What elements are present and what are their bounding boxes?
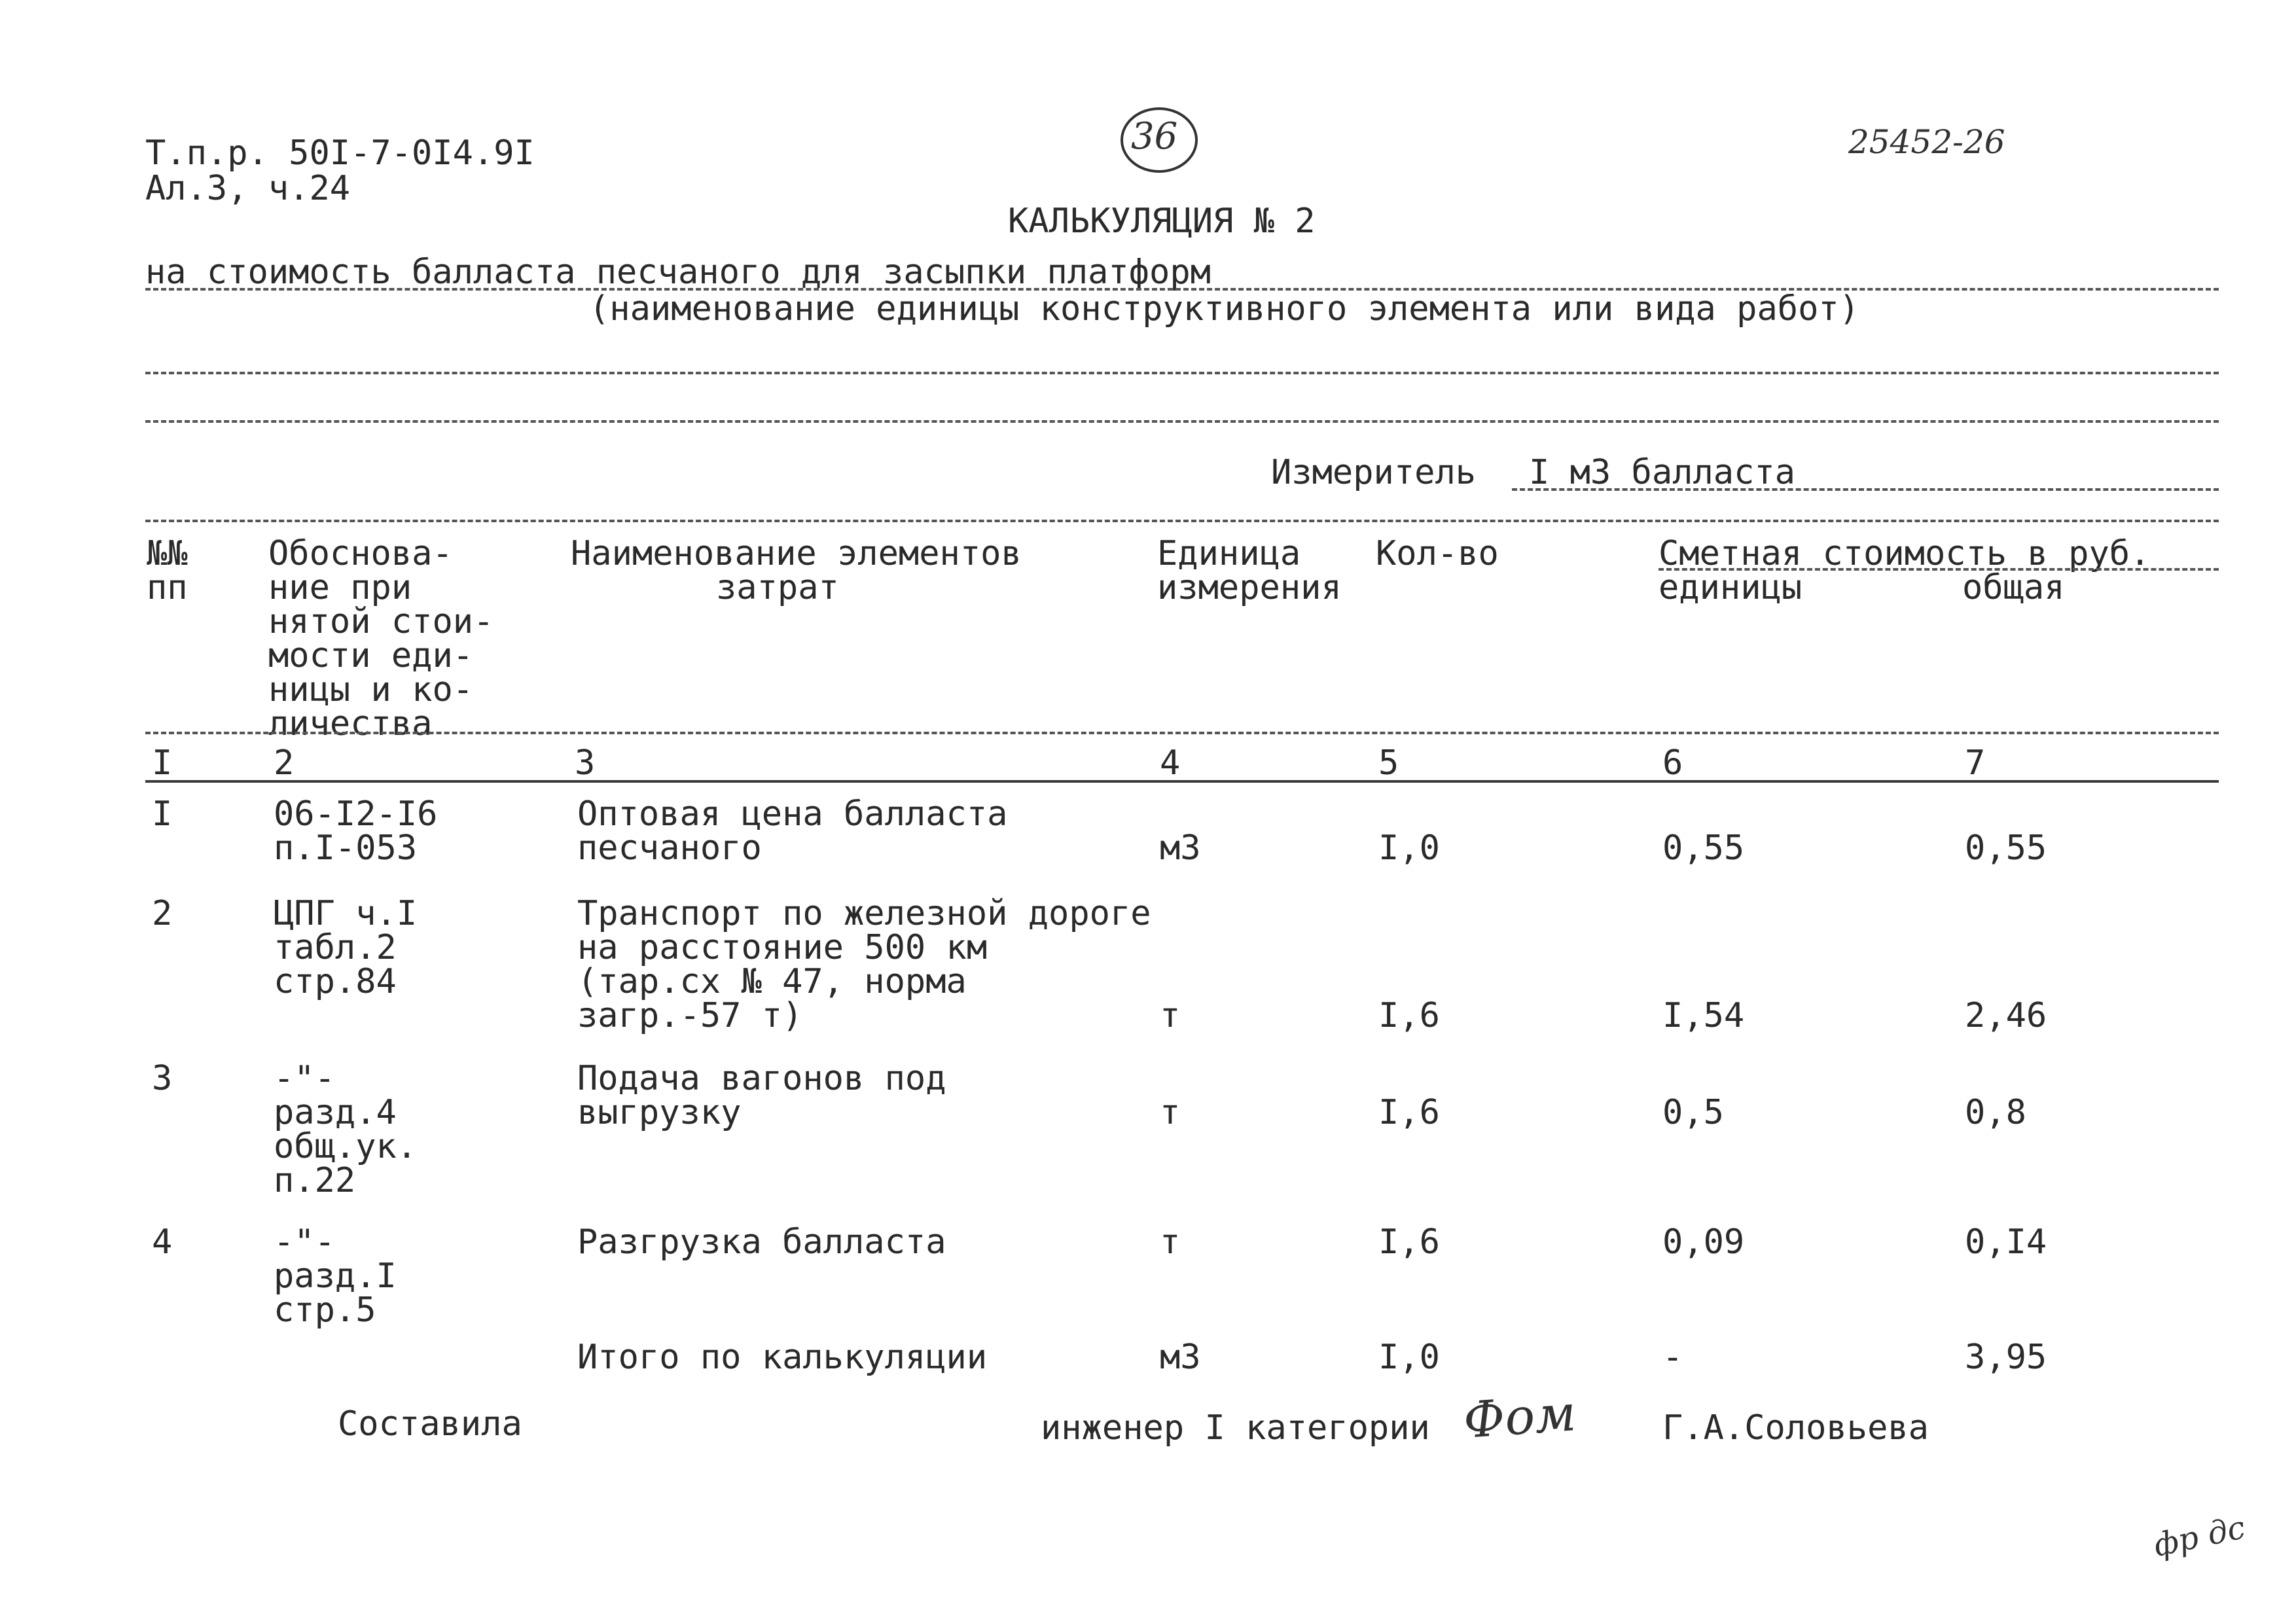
- blank-line-1: [145, 372, 2219, 374]
- header-bottom-border: [145, 732, 2219, 734]
- header-cost-unit: единицы: [1659, 568, 1803, 607]
- header-qty: Кол-во: [1376, 534, 1499, 573]
- compiled-by-label: Составила: [338, 1404, 522, 1444]
- table-top-border: [145, 520, 2219, 522]
- margin-mark: фр дс: [2150, 1508, 2249, 1565]
- calculation-subject: на стоимость балласта песчаного для засыпки платформ: [145, 253, 1211, 292]
- blank-line-2: [145, 420, 2219, 423]
- signature: Фом: [1462, 1383, 1578, 1450]
- measure-label: Измеритель: [1271, 453, 1477, 492]
- column-numbers-border: [145, 780, 2219, 783]
- archive-number: 25452-26: [1848, 123, 2005, 161]
- header-cost-total: общая: [1962, 568, 2065, 607]
- page-number: 36: [1131, 115, 1178, 158]
- measure-underline: [1512, 488, 2219, 491]
- measure-value: I м3 балласта: [1529, 453, 1795, 492]
- author-position: инженер I категории: [1041, 1408, 1430, 1448]
- document-reference-line2: Ал.3, ч.24: [145, 169, 351, 208]
- document-reference-line1: Т.п.р. 50I-7-0I4.9I: [145, 134, 535, 173]
- document-title: КАЛЬКУЛЯЦИЯ № 2: [1008, 202, 1316, 241]
- header-cost-group: Сметная стоимость в руб.: [1659, 534, 2151, 573]
- author-name: Г.А.Соловьева: [1662, 1408, 1929, 1448]
- subject-caption: (наименование единицы конструктивного элемента или вида работ): [589, 289, 1860, 329]
